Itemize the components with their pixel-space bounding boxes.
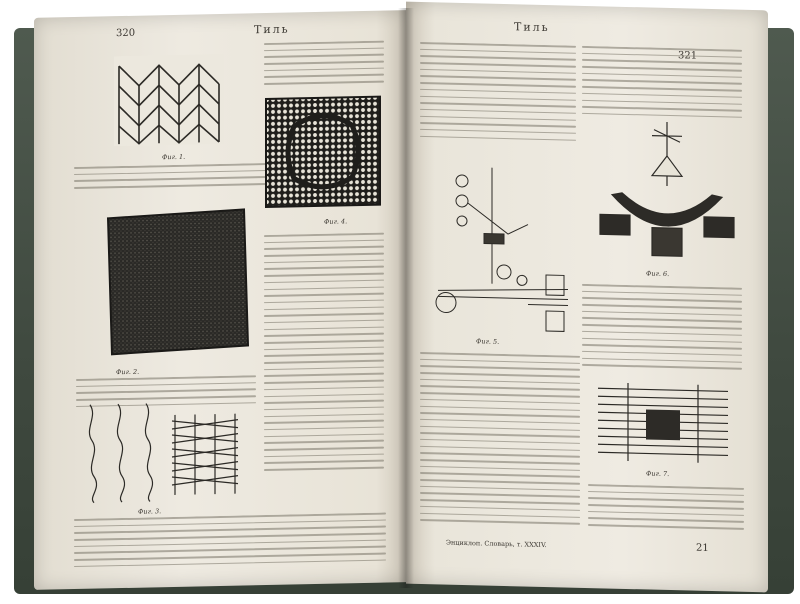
book-gutter xyxy=(398,8,414,588)
fig4-caption: Фиг. 4. xyxy=(324,217,348,226)
text-column-4b xyxy=(582,284,742,380)
left-page xyxy=(34,10,406,590)
text-column-2b xyxy=(264,233,384,476)
figure-machine-diagram xyxy=(428,162,578,336)
footer-imprint: Энциклоп. Словарь, т. XXXIV. xyxy=(446,538,547,550)
figure-tulle-sample-dark xyxy=(102,205,252,358)
text-column-1a xyxy=(74,163,284,197)
fig3-caption: Фиг. 3. xyxy=(138,507,162,516)
left-running-head: Тиль xyxy=(254,22,290,37)
figure-net-mesh xyxy=(114,54,224,146)
figure-carriage-mechanism xyxy=(592,114,742,268)
figure-woven-grid xyxy=(588,378,738,470)
signature-number: 21 xyxy=(696,542,709,554)
figure-lace-pattern xyxy=(264,95,382,209)
fig5-caption: Фиг. 5. xyxy=(476,337,500,346)
right-running-head: Тиль xyxy=(514,20,550,35)
fig1-caption: Фиг. 1. xyxy=(162,152,186,162)
figure-warp-threads xyxy=(80,393,260,505)
left-page-number: 320 xyxy=(116,27,136,40)
fig2-caption: Фиг. 2. xyxy=(116,367,140,377)
text-column-2a xyxy=(264,41,384,94)
text-column-3a xyxy=(420,42,576,156)
text-column-3b xyxy=(420,352,580,534)
fig7-caption: Фиг. 7. xyxy=(646,469,670,479)
fig6-caption: Фиг. 6. xyxy=(646,269,670,279)
text-bottom-left xyxy=(74,513,386,576)
right-page xyxy=(406,2,768,593)
text-column-4c xyxy=(588,484,744,540)
